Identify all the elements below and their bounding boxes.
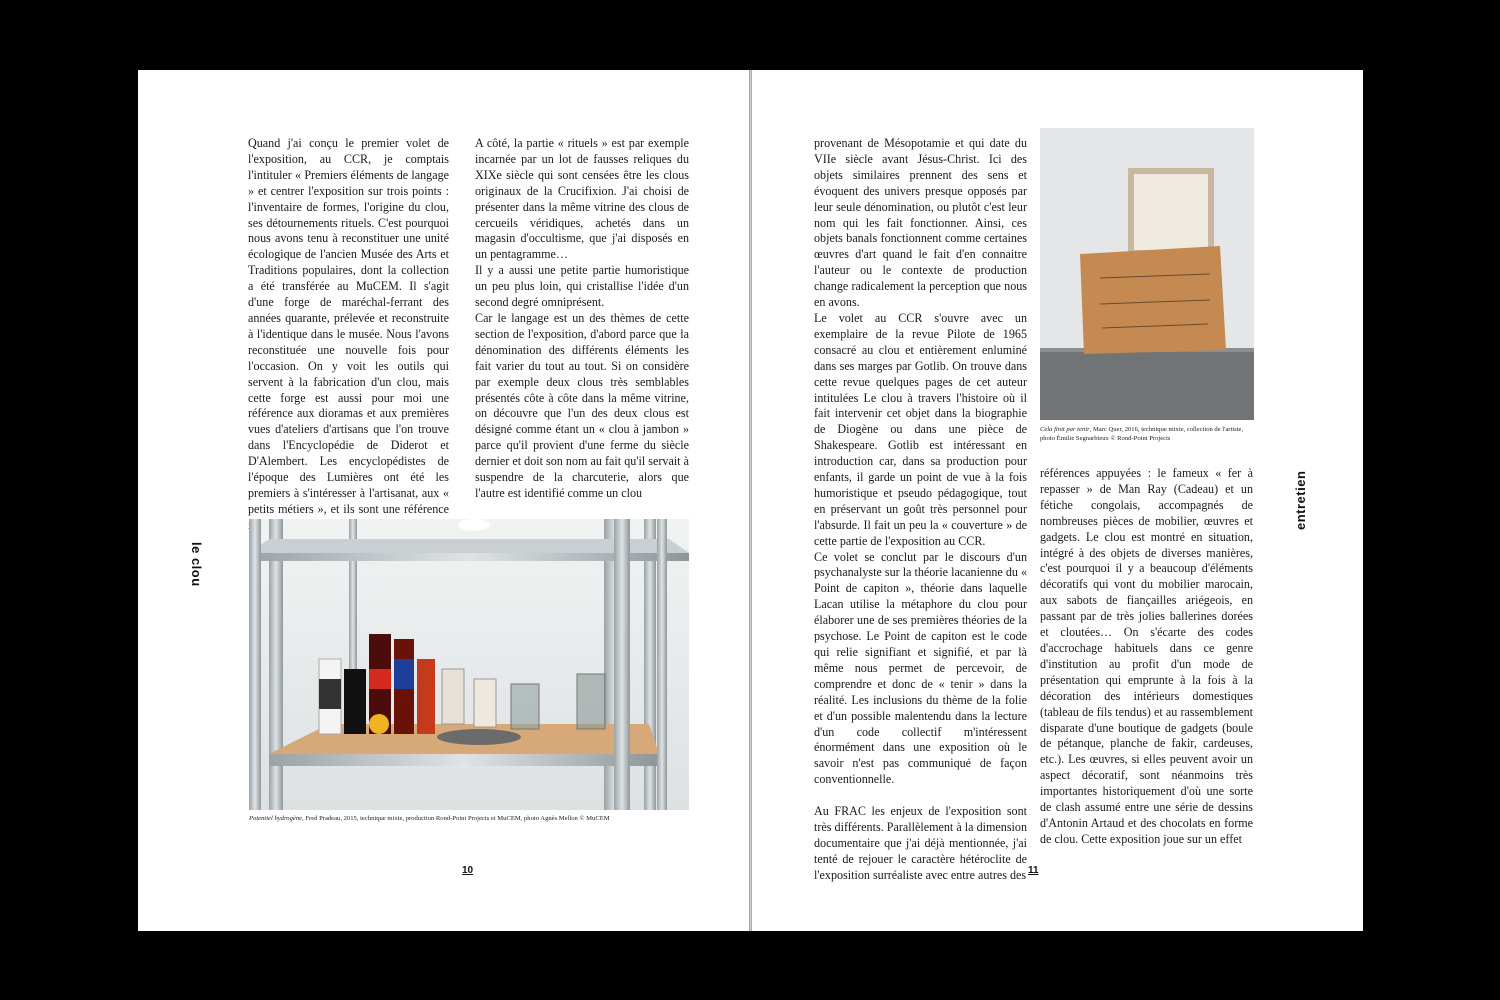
right-page bbox=[752, 70, 1363, 931]
running-head-right: entretien bbox=[1293, 470, 1308, 530]
page-number-right: 11 bbox=[1028, 865, 1039, 876]
left-column-1 bbox=[248, 136, 449, 534]
sign-photo bbox=[1040, 128, 1254, 420]
paragraph: Car le langage est un des thèmes de cette section de l'exposition, d'abord parce que la dénomination des différents éléments les fait varier du tout au tout. Si on considère par exemple deux clous très semblables présentés côte à côte dans la même vitrine, on découvre que l'un des deux clous est désigné comme étant un « clou à jambon » parce qu'il provient d'une ferme du siècle dernier et doit son nom au fait qu'il servait à suspendre de la charcuterie, alors que l'autre est identifié comme un clou bbox=[475, 310, 689, 500]
paragraph: références appuyées : le fameux « fer à repasser » de Man Ray (Cadeau) et un fétiche congolais, accompagnés de nombreuses pièces de mobilier, œuvres et gadgets. Le clou est montré en situation, intégré à des objets de diverses manières, c'est pourquoi il y a beaucoup d'éléments décoratifs qui vont du mobilier marocain, aux sabots de fiançailles ariégeois, en passant par de très jolies ballerines dorées et cloutées… On s'écarte des codes d'accrochage habituels dans ce genre d'institution au profit d'un mode de présentation qui emprunte à la fois à la décoration des intérieurs domestiques (tableau de fils tendus) et au rassemblement disparate d'une boutique de gadgets (boule de pétanque, planche de fakir, cardeuses, etc.). Les œuvres, si elles peuvent avoir un aspect décoratif, sont néanmoins très importantes historiquement d'où une sorte de clash assumé entre une série de dessins d'Antonin Artaud et des chocolats en forme de clou. Cette exposition joue sur un effet bbox=[1040, 466, 1253, 846]
page-number-left: 10 bbox=[462, 865, 474, 876]
left-page bbox=[138, 70, 749, 931]
caption-text: , Fred Pradeau, 2015, technique mixte, production Rond-Point Projects et MuCEM, photo Agnès Mellon © MuCEM bbox=[302, 815, 610, 822]
sign-illustration bbox=[1040, 128, 1254, 420]
photo-caption-left bbox=[249, 815, 689, 824]
paragraph: Ce volet se conclut par le discours d'un psychanalyste sur la théorie lacanienne du « Point de capiton », théorie dans laquelle Lacan utilise la métaphore du clou pour élaborer une de ses premières théories de la psychose. Le Point de capiton est le code qui relie signifiant et signifié, et par là même nous permet de percevoir, de comprendre et donc de « tenir » dans la réalité. Les inclusions du thème de la folie et d'un possible malentendu dans la lecture d'un code collectif m'intéressent énormément dans une exposition où le savoir n'est pas communiqué de façon conventionnelle. bbox=[814, 549, 1027, 787]
paragraph: Il y a aussi une petite partie humoristique un peu plus loin, qui cristallise l'idée d'un second degré omniprésent. bbox=[475, 263, 689, 310]
caption-title: Cela finit par tenir bbox=[1040, 426, 1090, 433]
right-column-1 bbox=[814, 136, 1027, 884]
running-head-left: le clou bbox=[189, 542, 204, 587]
paragraph: Le volet au CCR s'ouvre avec un exemplaire de la revue Pilote de 1965 consacré au clou et entièrement enluminé dans ses marges par Gotlib. On trouve dans cette revue quelques pages de cet auteur intitulées Le clou à travers l'histoire où il fait intervenir cet objet dans la biographie de Diogène ou dans une pièce de Shakespeare. Gotlib est intéressant en introduction car, dans sa production pour enfants, il garde un point de vue à la fois humoristique et pseudo pédagogique, tout en préservant un goût très personnel pour l'absurde. Il fait un peu la « couverture » de cette partie de l'exposition au CCR. bbox=[814, 310, 1027, 548]
paragraph: provenant de Mésopotamie et qui date du VIIe siècle avant Jésus-Christ. Ici des objets similaires prennent des sens et évoquent des univers presque opposés par leur seule dénomination, ou plutôt c'est leur nom qui les fait fonctionner. Ainsi, ces objets banals fonctionnent comme certaines œuvres d'art quand le fait d'en connaitre l'auteur ou le contexte de production change radicalement la perception que nous en avons. bbox=[814, 136, 1027, 310]
paragraph: Au FRAC les enjeux de l'exposition sont très différents. Parallèlement à la dimension documentaire que j'ai déjà mentionnée, j'ai tenté de rejouer le caractère hétéroclite de l'exposition surréaliste avec entre autres des bbox=[814, 804, 1027, 882]
caption-text: , Marc Quer, 2016, technique mixte, collection de l'artiste, photo Émilie Segnarbieux © Rond-Point Projects bbox=[1040, 426, 1244, 442]
left-column-2 bbox=[475, 136, 689, 502]
shelf-illustration bbox=[249, 519, 689, 810]
paragraph: Quand j'ai conçu le premier volet de l'exposition, au CCR, je comptais l'intituler « Premiers éléments de langage » et centrer l'exposition sur trois points : l'inventaire de formes, l'origine du clou, ses détournements rituels. C'est pourquoi nous avons tenu à reconstituer une unité écologique de l'ancien Musée des Arts et Traditions populaires, dont la collection a été transférée au MuCEM. Il s'agit d'une forge de maréchal-ferrant des années quarante, prélevée et reconstruite à l'identique dans le musée. Nous l'avons reconstituée une nouvelle fois pour l'occasion. On y voit les outils qui servent à la fabrication d'un clou, mais cette forge est aussi pour moi une référence aux dioramas et aux premières vues d'ateliers d'artisans que l'on trouve dans l'Encyclopédie de Diderot et D'Alembert. Les encyclopédistes de l'époque des Lumières ont été les premiers à s'intéresser à l'artisanat, aux « petits métiers », et ils sont une référence bbox=[248, 136, 449, 516]
paragraph: A côté, la partie « rituels » est par exemple incarnée par un lot de fausses reliques du XIXe siècle qui sont censées être les clous originaux de la Crucifixion. J'ai choisi de présenter dans la même vitrine des clous de cercueils véridiques, achetés dans un magasin d'occultisme, que j'ai disposés en un pentagramme… bbox=[475, 136, 689, 262]
right-column-2 bbox=[1040, 466, 1253, 848]
photo-caption-right bbox=[1040, 426, 1255, 443]
caption-title: Potentiel hydrogène bbox=[249, 815, 303, 822]
shelf-photo bbox=[249, 519, 689, 810]
